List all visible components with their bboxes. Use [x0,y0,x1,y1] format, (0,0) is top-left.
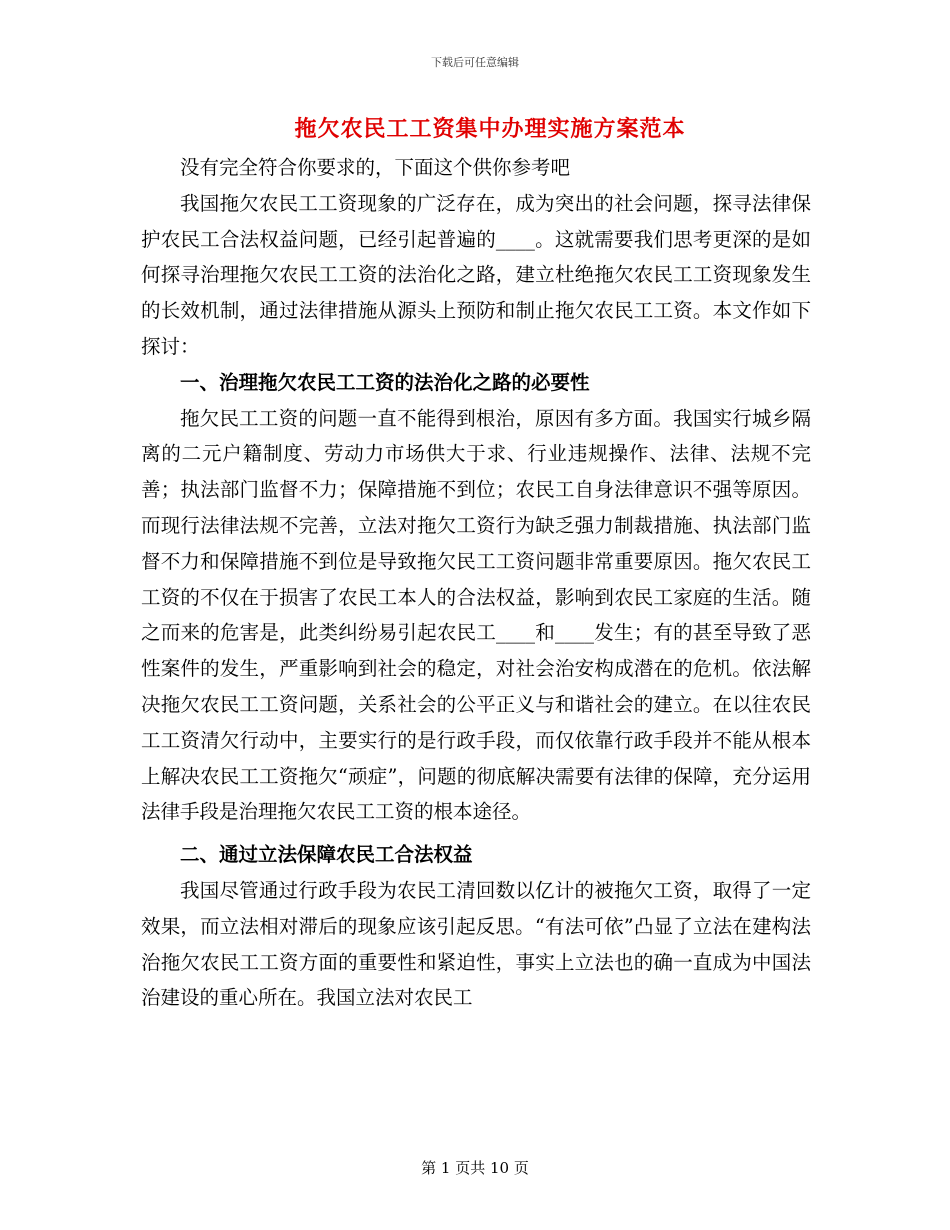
page-header: 下载后可任意编辑 [431,56,519,69]
section-1-heading: 一、治理拖欠农民工工资的法治化之路的必要性 [180,370,590,394]
page-footer: 第 1 页共 10 页 [421,1159,529,1177]
intro-paragraph: 没有完全符合你要求的，下面这个供你参考吧 [180,156,571,179]
section-2-body: 我国尽管通过行政手段为农民工清回数以亿计的被拖欠工资，取得了一定效果，而立法相对滞后的现象应该引起反思。“有法可依”凸显了立法在建构法治拖欠农民工工资方面的重要性和紧迫性，事实上立法也的确一直成为中国法治建设的重心所在。我国立法对农民工 [141,878,811,1010]
document-title: 拖欠农民工工资集中办理实施方案范本 [294,116,686,142]
section-2-heading: 二、通过立法保障农民工合法权益 [180,843,473,867]
paragraph-1: 我国拖欠农民工工资现象的广泛存在，成为突出的社会问题，探寻法律保护农民工合法权益问题，已经引起普遍的____。这就需要我们思考更深的是如何探寻治理拖欠农民工工资的法治化之路，建立杜绝拖欠农民工工资现象发生的长效机制，通过法律措施从源头上预防和制止拖欠农民工工资。本文作如下探讨： [141,191,811,358]
document-body [141,150,811,1016]
section-1-body: 拖欠民工工资的问题一直不能得到根治，原因有多方面。我国实行城乡隔离的二元户籍制度、劳动力市场供大于求、行业违规操作、法律、法规不完善；执法部门监督不力；保障措施不到位；农民工自身法律意识不强等原因。而现行法律法规不完善，立法对拖欠工资行为缺乏强力制裁措施、执法部门监督不力和保障措施不到位是导致拖欠民工工资问题非常重要原因。拖欠农民工工资的不仅在于损害了农民工本人的合法权益，影响到农民工家庭的生活。随之而来的危害是，此类纠纷易引起农民工____和____发生；有的甚至导致了恶性案件的发生，严重影响到社会的稳定，对社会治安构成潜在的危机。依法解决拖欠农民工工资问题，关系社会的公平正义与和谐社会的建立。在以往农民工工资清欠行动中，主要实行的是行政手段，而仅依靠行政手段并不能从根本上解决农民工工资拖欠“顽症”，问题的彻底解决需要有法律的保障，充分运用法律手段是治理拖欠农民工工资的根本途径。 [141,406,811,824]
